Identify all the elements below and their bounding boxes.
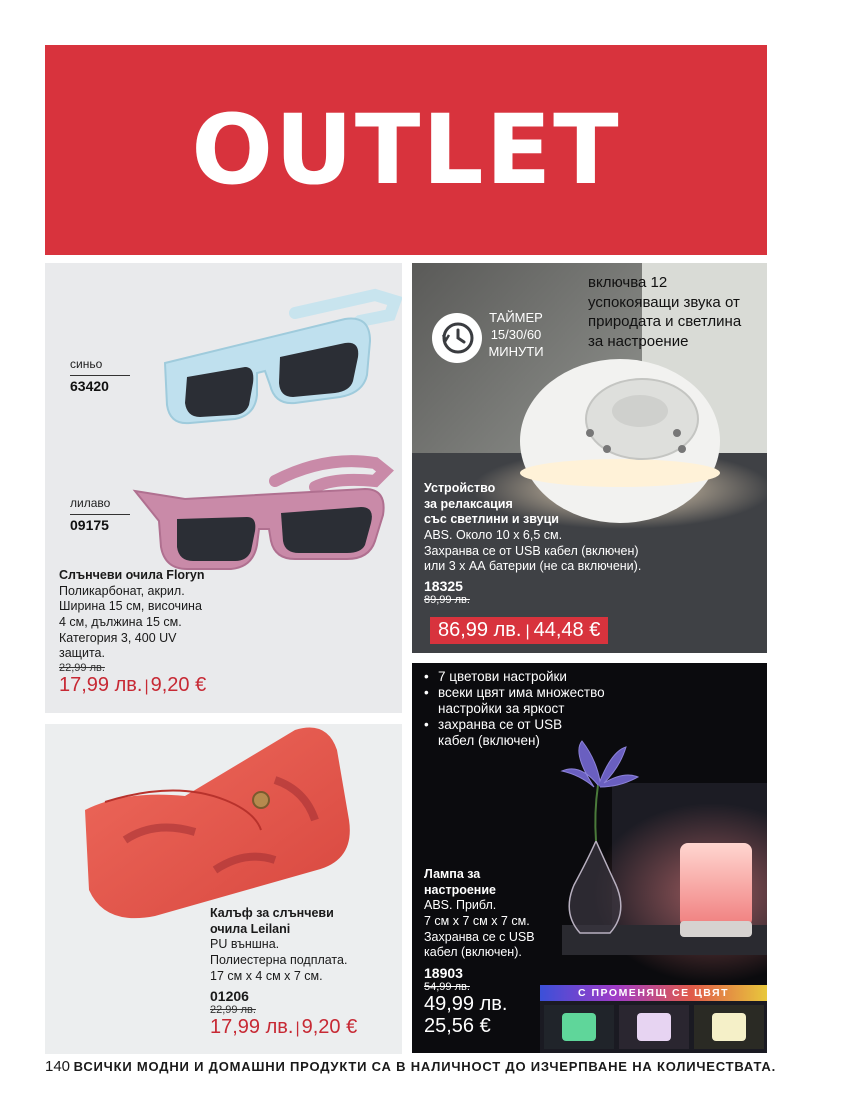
footer-text: ВСИЧКИ МОДНИ И ДОМАШНИ ПРОДУКТИ СА В НАЛИЧНОСТ ДО ИЗЧЕРПВАНЕ НА КОЛИЧЕСТВАТА. (73, 1059, 776, 1074)
product-name-line: Лампа за (424, 867, 481, 881)
desc-line: или 3 х АА батерии (не са включени). (424, 559, 642, 574)
price-box (430, 617, 608, 644)
feature-text (588, 273, 767, 351)
price-bgn: 17,99 лв. (59, 673, 143, 696)
page-footer (45, 1058, 785, 1075)
outlet-banner (45, 45, 767, 255)
timer-text (476, 310, 556, 361)
glasses-case-panel (45, 724, 402, 1054)
price-eur: 9,20 € (150, 673, 207, 696)
product-name-line: за релаксация (424, 496, 513, 511)
feature-line: успокояващи звука от (588, 293, 740, 311)
old-price: 22,99 лв. (59, 661, 105, 674)
color-variants-strip (540, 985, 767, 1053)
product-name-line: очила Leilani (210, 921, 291, 936)
desc-line: кабел (включен). (424, 945, 522, 960)
variant-label-lilac: лилаво (70, 496, 111, 510)
page-number: 140 (45, 1058, 71, 1075)
price-eur: 25,56 € (424, 1014, 491, 1037)
glasses-case-image (65, 724, 365, 930)
variant-code-blue: 63420 (70, 375, 130, 394)
feature-line: природата и светлина (588, 313, 742, 330)
product-name-line: със светлини и звуци (424, 512, 559, 527)
variant-code-lilac: 09175 (70, 514, 130, 533)
price (59, 674, 359, 696)
desc-line: 4 см, дължина 15 см. (59, 614, 182, 629)
bullet-line: кабел (включен) (438, 732, 540, 748)
case-info (210, 906, 400, 1038)
product-code: 18325 (424, 577, 463, 594)
price-separator: | (295, 1020, 300, 1038)
banner-title: OUTLET (191, 94, 621, 206)
desc-line: Категория 3, 400 UV (59, 630, 177, 645)
timer-line: ТАЙМЕР (489, 310, 543, 325)
desc-line: 17 см х 4 см х 7 см. (210, 968, 323, 983)
old-price: 89,99 лв. (424, 593, 470, 606)
desc-line: ABS. Около 10 х 6,5 см. (424, 527, 563, 542)
desc-line: ABS. Прибл. (424, 898, 497, 913)
product-name-line: настроение (424, 882, 496, 897)
old-price: 54,99 лв. (424, 980, 470, 993)
price (210, 1016, 400, 1038)
bullet-line: всеки цвят има множество (438, 684, 605, 700)
feature-item (424, 685, 764, 717)
desc-line: PU външна. (210, 937, 280, 952)
sunglasses-panel (45, 263, 402, 713)
desc-line: Захранва се от USB кабел (включен) (424, 543, 639, 558)
product-code: 01206 (210, 988, 249, 1005)
sunglasses-info (59, 568, 359, 696)
price-bgn: 17,99 лв. (210, 1016, 294, 1039)
price-eur: 9,20 € (301, 1016, 358, 1039)
old-price: 22,99 лв. (210, 1004, 256, 1017)
variant-label-blue: синьо (70, 357, 103, 371)
bullet-line: захранва се от USB (438, 716, 563, 732)
bullet-line: настройки за яркост (438, 700, 565, 716)
desc-line: Поликарбонат, акрил. (59, 583, 185, 598)
lamp-color-thumbnails (540, 1001, 767, 1053)
feature-list (424, 669, 764, 749)
product-code: 18903 (424, 964, 463, 981)
price-eur: 44,48 € (533, 619, 601, 641)
lilac-sunglasses-image (125, 441, 395, 581)
device-info (424, 481, 764, 606)
relaxation-device-panel (412, 263, 767, 653)
product-name-line: Устройство (424, 481, 496, 495)
timer-line: 15/30/60 (490, 326, 542, 342)
timer-line: МИНУТИ (488, 343, 544, 359)
desc-line: защита. (59, 646, 105, 661)
blue-sunglasses-image (145, 285, 402, 435)
price-bgn: 86,99 лв. (438, 619, 522, 641)
strip-title: С ПРОМЕНЯЩ СЕ ЦВЯТ (540, 985, 767, 1001)
feature-item (424, 717, 764, 749)
feature-item (424, 669, 764, 685)
bullet-line: 7 цветови настройки (438, 669, 567, 684)
feature-line: за настроение (588, 332, 689, 350)
price-bgn: 49,99 лв. (424, 992, 508, 1015)
product-name-line: Калъф за слънчеви (210, 906, 334, 920)
feature-line: включва 12 (588, 274, 668, 291)
price-separator: | (525, 623, 530, 640)
clock-icon (432, 313, 482, 363)
desc-line: Ширина 15 см, височина (59, 599, 202, 614)
product-name: Слънчеви очила Floryn (59, 568, 205, 582)
desc-line: 7 см х 7 см х 7 см. (424, 913, 530, 928)
desc-line: Захранва се с USB (424, 929, 535, 944)
price-separator: | (144, 677, 149, 695)
desc-line: Полиестерна подплата. (210, 952, 348, 967)
